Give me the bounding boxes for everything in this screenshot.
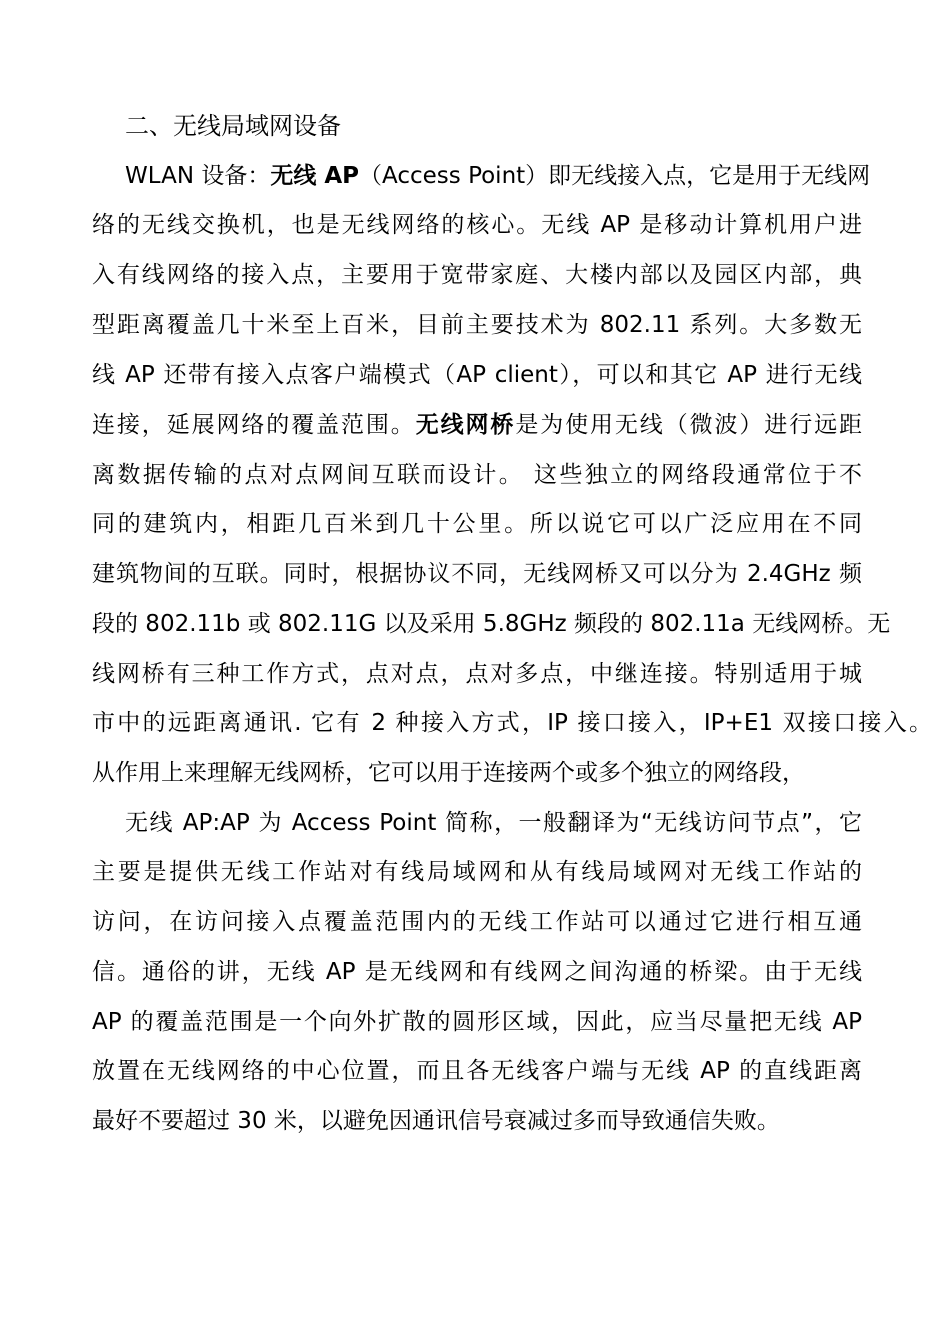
paragraph-line: 入有线网络的接入点，主要用于宽带家庭、大楼内部以及园区内部，典	[92, 262, 862, 288]
text-run: 是为使用无线（微波）进行远距	[515, 412, 863, 438]
text-run: （Access Point）即无线接入点，它是用于无线网	[359, 163, 871, 189]
bold-term-wireless-bridge: 无线网桥	[415, 412, 516, 438]
bold-term-wireless-ap: 无线 AP	[270, 163, 360, 189]
paragraph-line: 络的无线交换机，也是无线网络的核心。无线 AP 是移动计算机用户进	[92, 212, 862, 238]
paragraph-line: 放置在无线网络的中心位置，而且各无线客户端与无线 AP 的直线距离	[92, 1058, 862, 1084]
paragraph-line: 信。通俗的讲，无线 AP 是无线网和有线网之间沟通的桥梁。由于无线	[92, 959, 862, 985]
paragraph-line: 段的 802.11b 或 802.11G 以及采用 5.8GHz 频段的 802.11a 无线网桥。无	[92, 611, 891, 637]
text-run: WLAN 设备：	[125, 163, 271, 189]
paragraph-line: 市中的远距离通讯. 它有 2 种接入方式，IP 接口接入，IP+E1 双接口接入。	[92, 710, 932, 736]
paragraph-line: AP 的覆盖范围是一个向外扩散的圆形区域，因此，应当尽量把无线 AP	[92, 1009, 862, 1035]
section-heading: 二、无线局域网设备	[125, 112, 341, 140]
paragraph-line: 主要是提供无线工作站对有线局域网和从有线局域网对无线工作站的	[92, 859, 862, 885]
paragraph-line: 型距离覆盖几十米至上百米，目前主要技术为 802.11 系列。大多数无	[92, 312, 862, 338]
paragraph-line: 从作用上来理解无线网桥，它可以用于连接两个或多个独立的网络段，	[92, 760, 805, 786]
paragraph-line: 建筑物间的互联。同时，根据协议不同，无线网桥又可以分为 2.4GHz 频	[92, 561, 862, 587]
text-run: 连接，延展网络的覆盖范围。	[92, 412, 416, 438]
paragraph-line: 离数据传输的点对点网间互联而设计。 这些独立的网络段通常位于不	[92, 462, 862, 488]
paragraph-line: 同的建筑内，相距几百米到几十公里。所以说它可以广泛应用在不同	[92, 511, 862, 537]
paragraph-line: 线 AP 还带有接入点客户端模式（AP client），可以和其它 AP 进行无线	[92, 362, 862, 388]
paragraph-line: 访问，在访问接入点覆盖范围内的无线工作站可以通过它进行相互通	[92, 909, 862, 935]
paragraph-line	[92, 405, 862, 445]
paragraph-line: 最好不要超过 30 米，以避免因通讯信号衰减过多而导致通信失败。	[92, 1108, 780, 1134]
paragraph-line: 无线 AP:AP 为 Access Point 简称，一般翻译为“无线访问节点”，它	[125, 810, 862, 836]
paragraph-line	[125, 156, 871, 196]
paragraph-line: 线网桥有三种工作方式，点对点，点对多点，中继连接。特别适用于城	[92, 661, 862, 687]
